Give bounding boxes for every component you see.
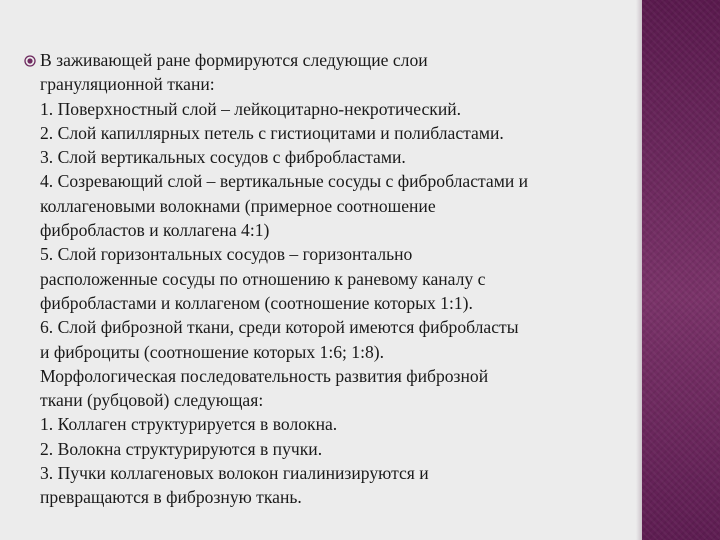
- text-line: фибробластами и коллагеном (соотношение которых 1:1).: [40, 292, 473, 313]
- text-line: 4. Созревающий слой – вертикальные сосуды с фибробластами и: [40, 171, 529, 192]
- text-line: Морфологическая последовательность развития фиброзной: [40, 365, 489, 386]
- circle-bullet-icon: [24, 55, 36, 67]
- text-line: 6. Слой фиброзной ткани, среди которой имеются фибробласты: [40, 317, 519, 338]
- text-line: расположенные сосуды по отношению к раневому каналу с: [40, 268, 486, 289]
- text-line: ткани (рубцовой) следующая:: [40, 390, 264, 411]
- decorative-sidebar: [642, 0, 720, 540]
- text-line: фибробластов и коллагена 4:1): [40, 220, 270, 241]
- body-text: [40, 48, 640, 510]
- text-line: 3. Слой вертикальных сосудов с фибробластами.: [40, 147, 406, 168]
- text-line: 5. Слой горизонтальных сосудов – горизонтально: [40, 244, 413, 265]
- text-line: 1. Поверхностный слой – лейкоцитарно-некротический.: [40, 98, 462, 119]
- text-line: и фиброциты (соотношение которых 1:6; 1:8).: [40, 341, 385, 362]
- bullet-item: [10, 48, 640, 510]
- text-line: превращаются в фиброзную ткань.: [40, 487, 302, 508]
- text-line: коллагеновыми волокнами (примерное соотношение: [40, 195, 436, 216]
- text-line: 1. Коллаген структурируется в волокна.: [40, 414, 338, 435]
- text-line: 3. Пучки коллагеновых волокон гиалинизируются и: [40, 463, 429, 484]
- text-line: В заживающей ране формируются следующие слои: [40, 50, 428, 70]
- text-line: 2. Слой капиллярных петель с гистиоцитами и полибластами.: [40, 122, 504, 143]
- text-line: грануляционной ткани:: [40, 74, 215, 95]
- text-line: 2. Волокна структурируются в пучки.: [40, 438, 323, 459]
- slide-content: [10, 48, 640, 510]
